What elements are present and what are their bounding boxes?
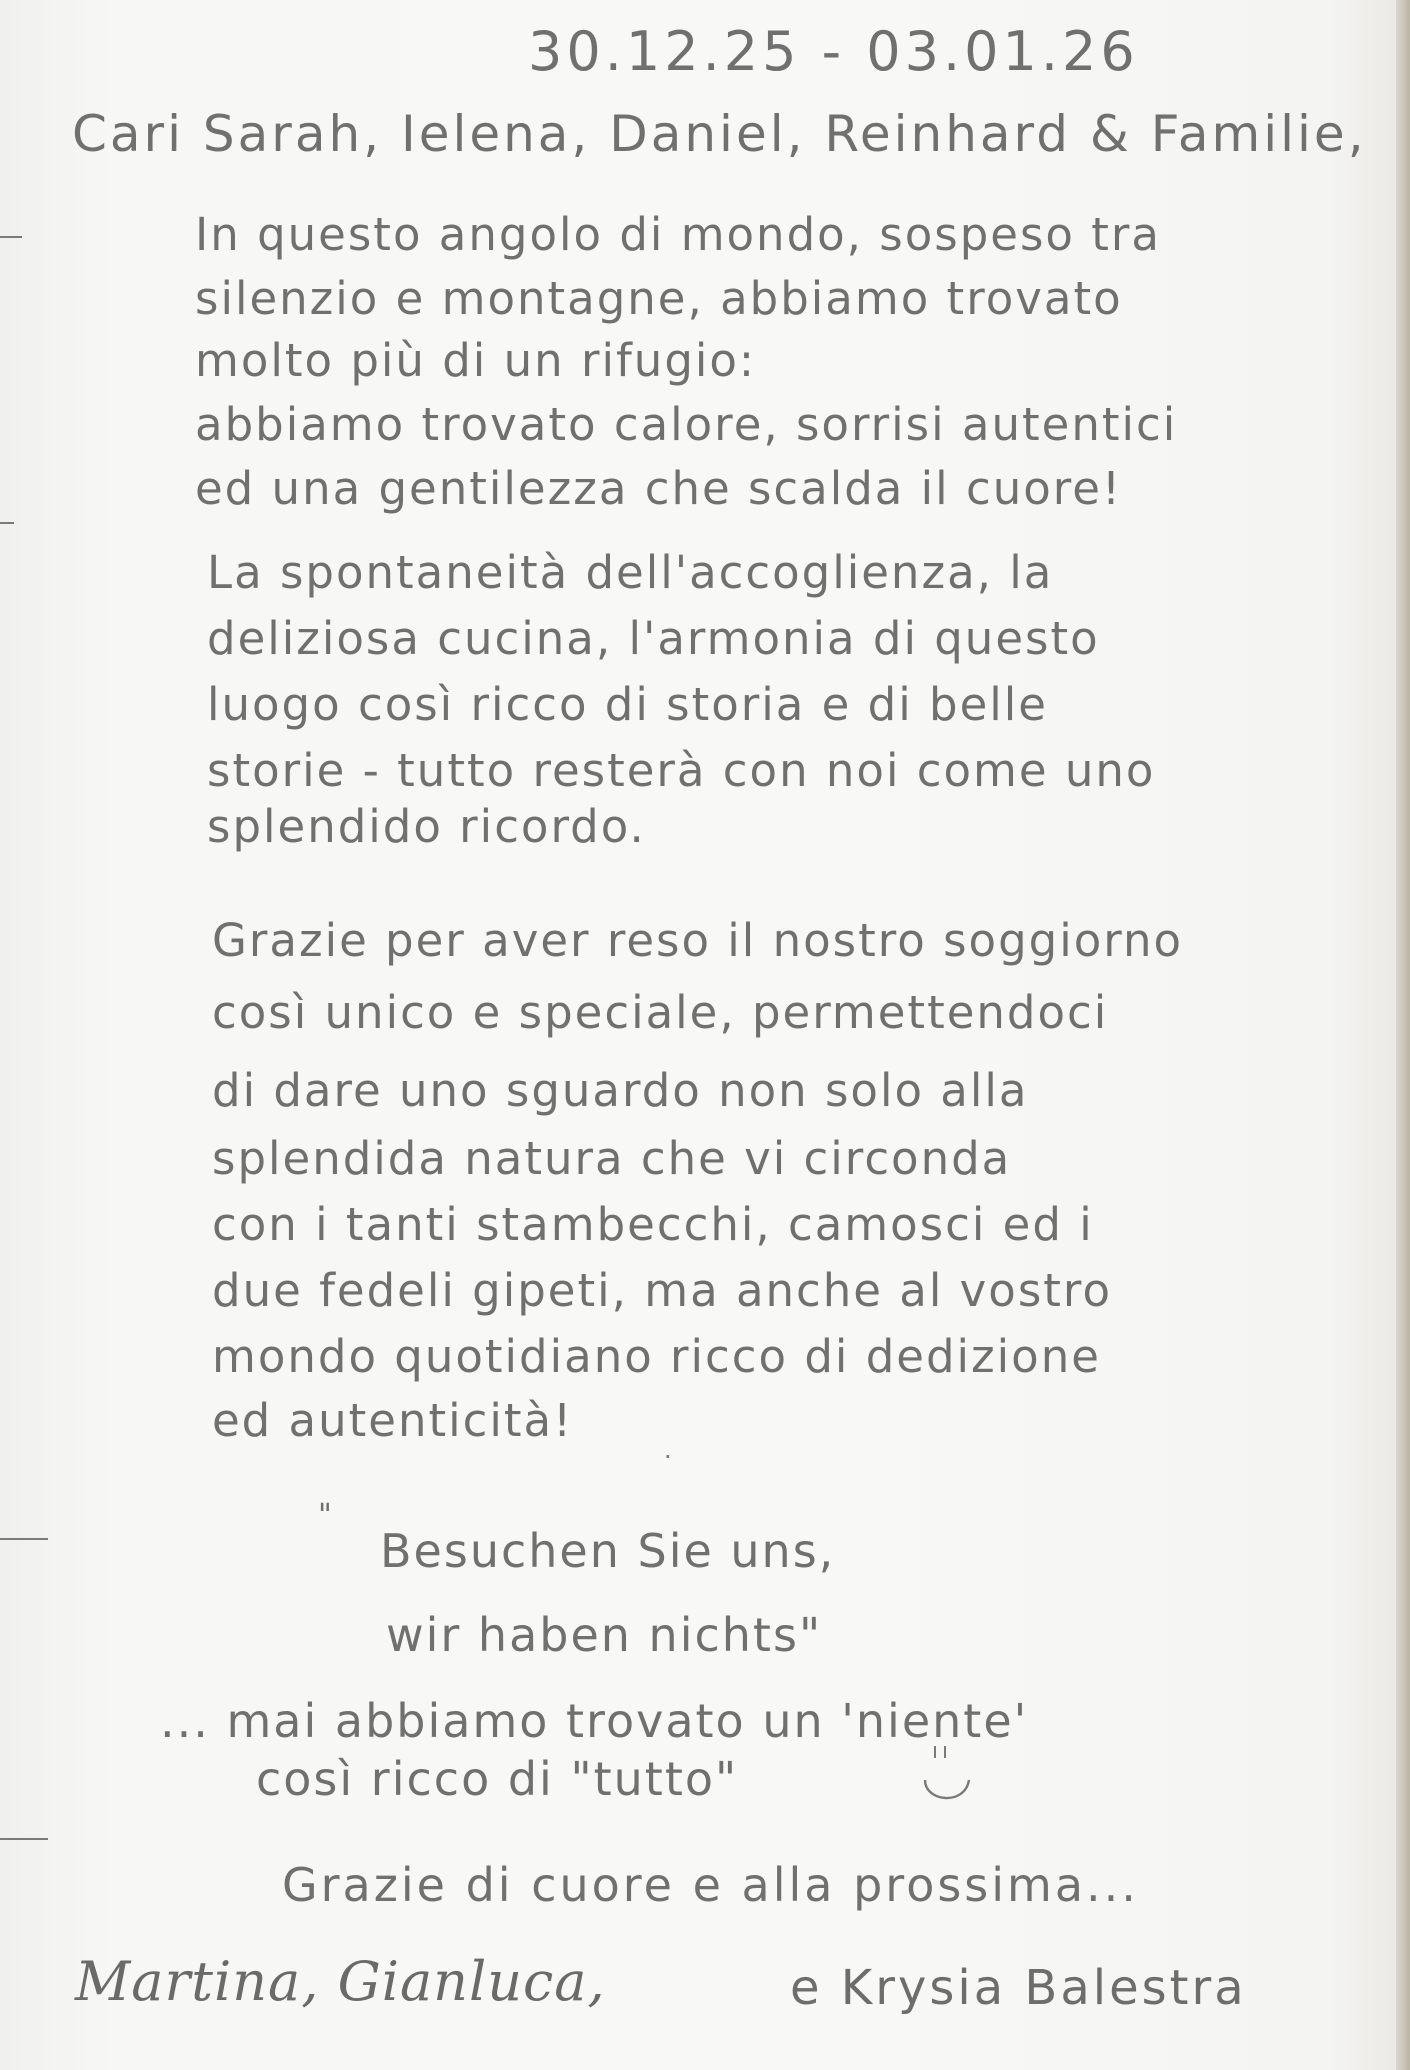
paragraph-2-line: splendido ricordo. [207, 800, 646, 853]
paragraph-1-line: abbiamo trovato calore, sorrisi autentici [195, 398, 1178, 451]
margin-tick [0, 522, 14, 524]
reply-line: ... mai abbiamo trovato un 'niente' [160, 1694, 1029, 1748]
paragraph-3-line: due fedeli gipeti, ma anche al vostro [212, 1264, 1112, 1317]
paragraph-3-line: splendida natura che vi circonda [212, 1132, 1012, 1185]
page-edge [1396, 0, 1410, 2070]
quote-open-mark: " [318, 1498, 334, 1533]
paragraph-2-line: luogo così ricco di storia e di belle [207, 678, 1048, 731]
paragraph-3-line: ed autenticità! [212, 1394, 574, 1447]
paragraph-3-line: mondo quotidiano ricco di dedizione [212, 1330, 1101, 1383]
quote-line: wir haben nichts" [386, 1608, 823, 1662]
paragraph-1-line: In questo angolo di mondo, sospeso tra [195, 208, 1161, 261]
margin-tick [0, 1538, 48, 1540]
greeting: Cari Sarah, Ielena, Daniel, Reinhard & Familie, [72, 105, 1367, 163]
ink-dot: . [664, 1436, 672, 1464]
paragraph-1-line: ed una gentilezza che scalda il cuore! [195, 462, 1123, 515]
paragraph-2-line: storie - tutto resterà con noi come uno [207, 744, 1156, 797]
paragraph-2-line: La spontaneità dell'accoglienza, la [207, 546, 1054, 599]
margin-tick [0, 1838, 48, 1840]
paragraph-3-line: con i tanti stambecchi, camosci ed i [212, 1198, 1094, 1251]
reply-line: così ricco di "tutto" [256, 1752, 739, 1806]
paragraph-1-line: silenzio e montagne, abbiamo trovato [195, 272, 1123, 325]
smiley-face-icon [915, 1740, 977, 1820]
paragraph-3-line: Grazie per aver reso il nostro soggiorno [212, 914, 1183, 967]
quote-line: Besuchen Sie uns, [380, 1524, 836, 1578]
signature-left: Martina, Gianluca, [75, 1950, 606, 2013]
paragraph-3-line: così unico e speciale, permettendoci [212, 986, 1109, 1039]
paragraph-2-line: deliziosa cucina, l'armonia di questo [207, 612, 1100, 665]
margin-tick [0, 236, 22, 238]
paragraph-1-line: molto più di un rifugio: [195, 334, 757, 387]
date-range: 30.12.25 - 03.01.26 [528, 20, 1139, 83]
closing-line: Grazie di cuore e alla prossima... [282, 1858, 1139, 1912]
paragraph-3-line: di dare uno sguardo non solo alla [212, 1064, 1029, 1117]
signature-right: e Krysia Balestra [790, 1960, 1247, 2016]
